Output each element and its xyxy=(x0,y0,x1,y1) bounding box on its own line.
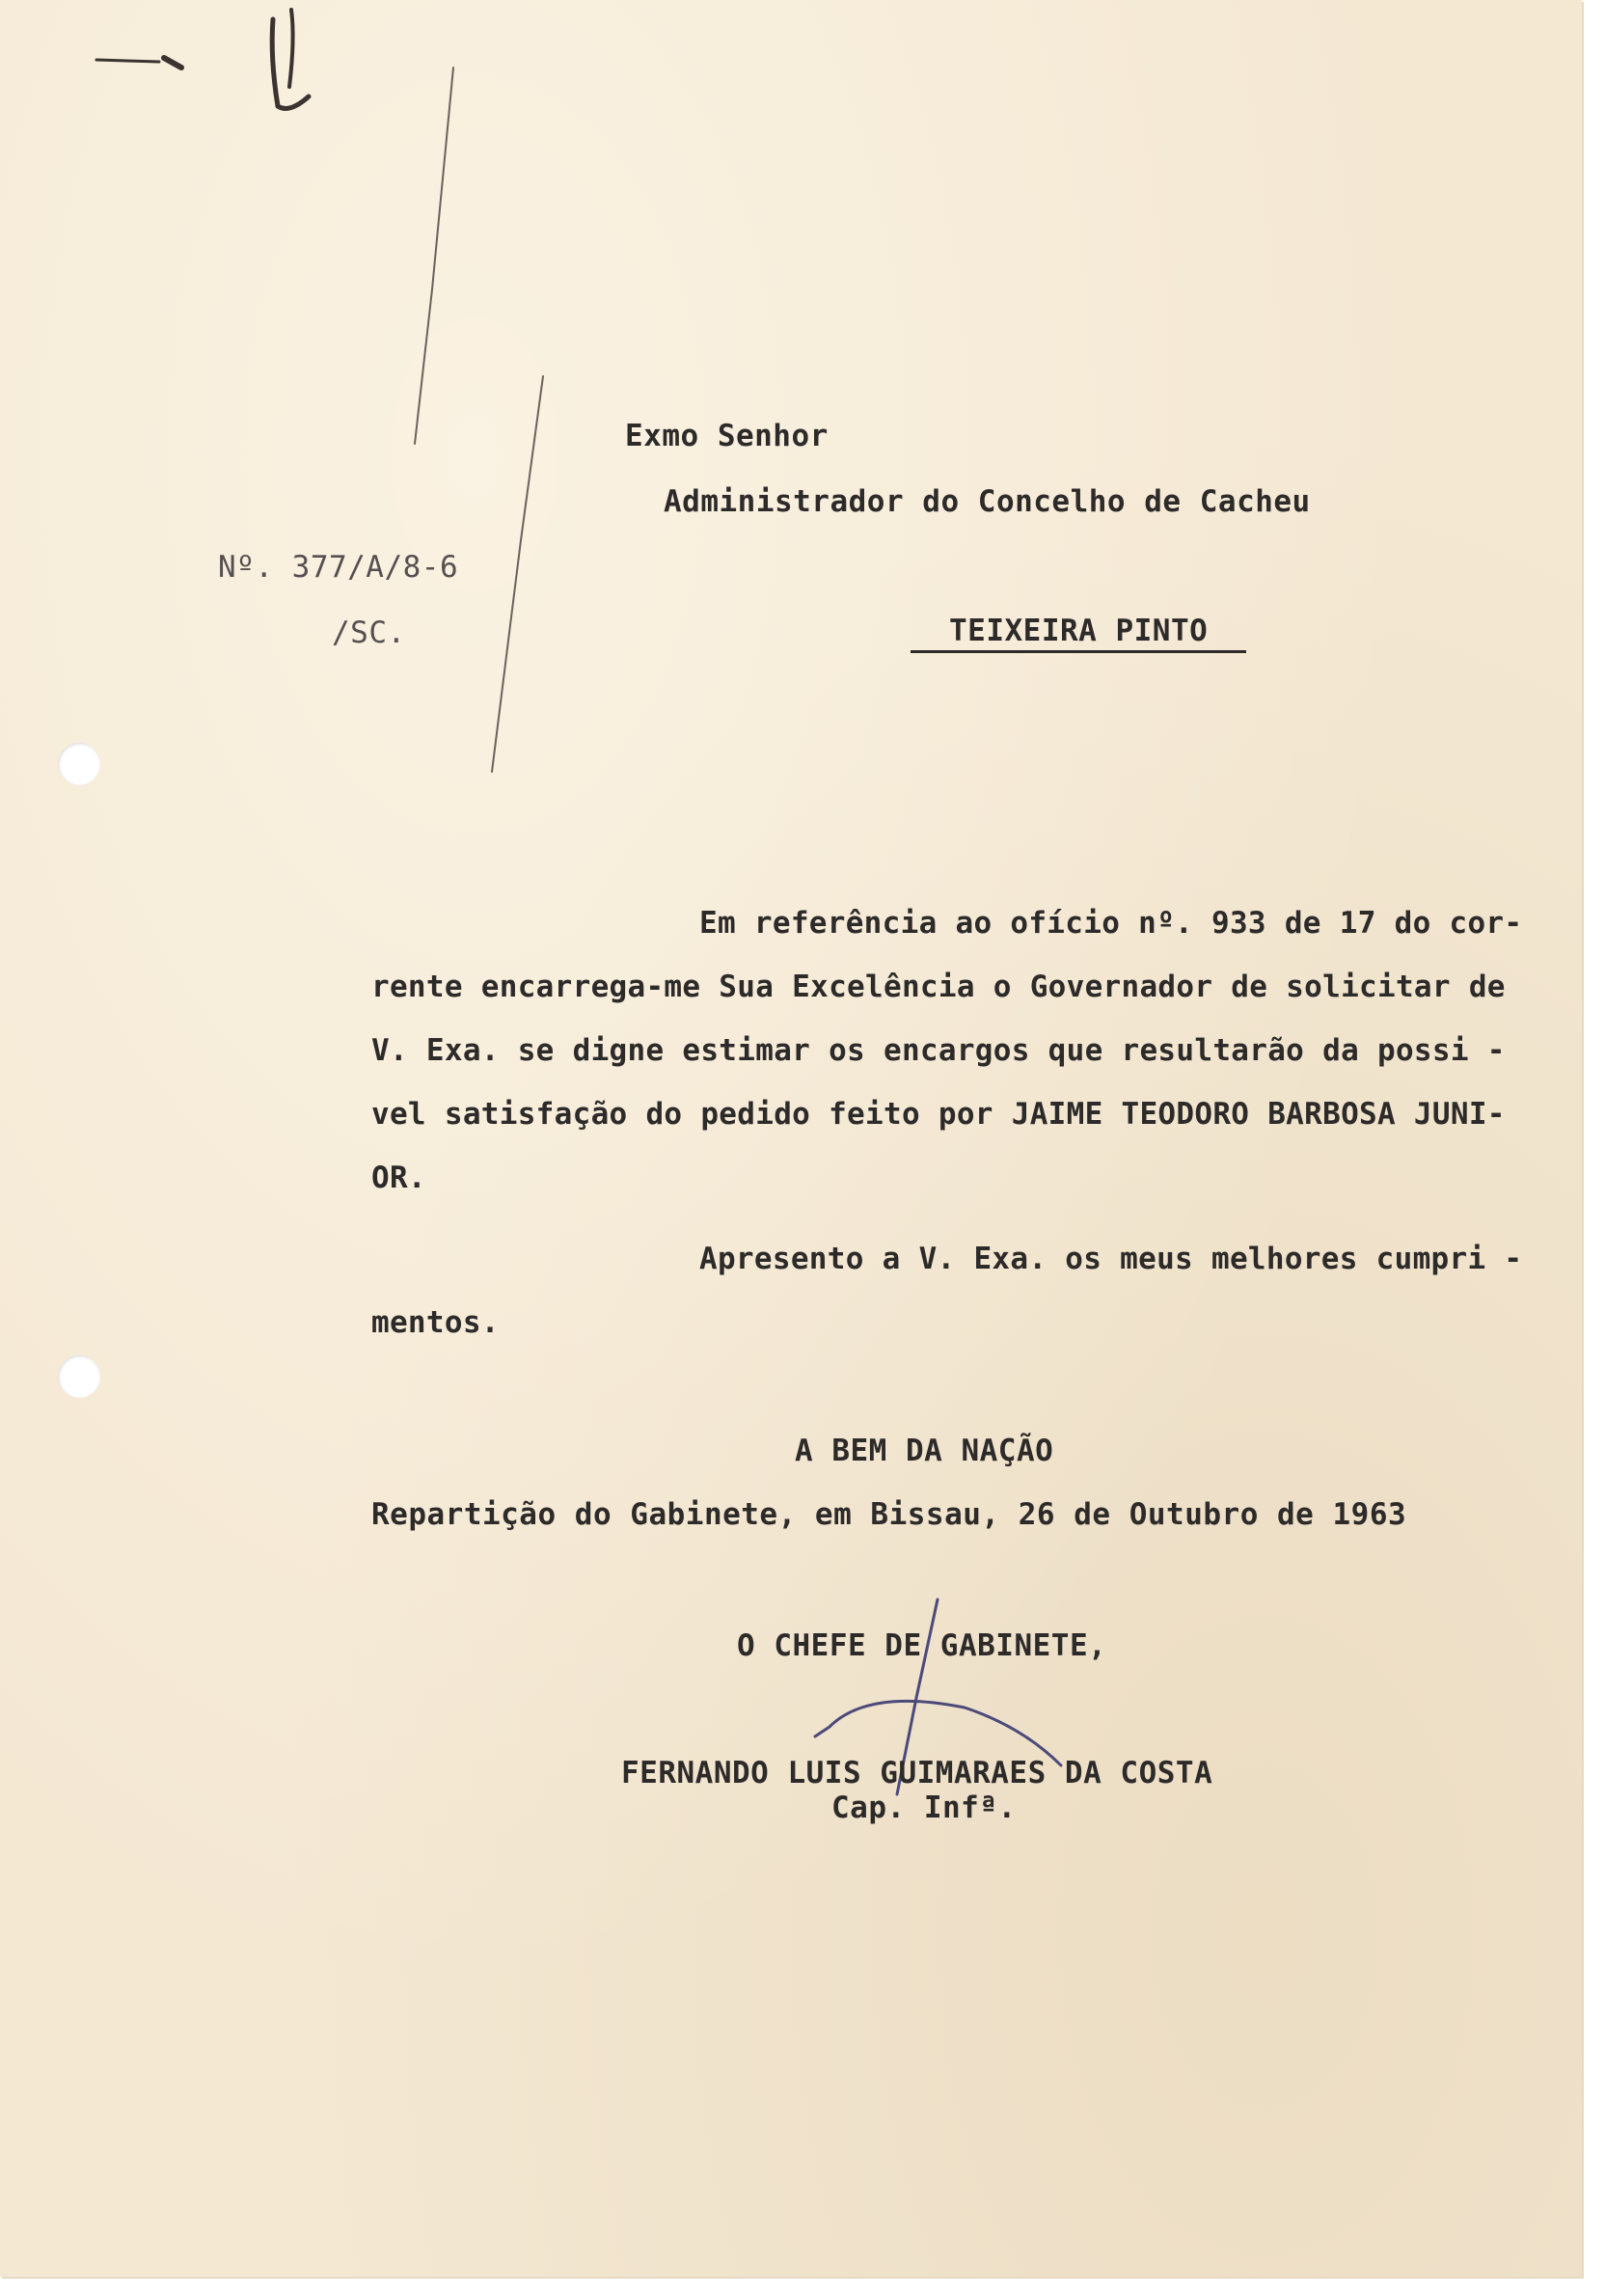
closing-paragraph xyxy=(371,1227,1567,1354)
recipient-title: Administrador do Concelho de Cacheu xyxy=(664,484,1311,519)
signatory-title: O CHEFE DE GABINETE, xyxy=(737,1628,1107,1663)
body-line: rente encarrega-me Sua Excelência o Governador de solicitar de xyxy=(371,970,1506,1004)
corner-ink-mark xyxy=(96,10,309,108)
closing-line: mentos. xyxy=(371,1305,500,1340)
closing-line: Apresento a V. Exa. os meus melhores cumpri - xyxy=(699,1242,1523,1276)
signatory-rank: Cap. Infª. xyxy=(831,1790,1017,1825)
signatory-name: FERNANDO LUIS GUIMARAES DA COSTA xyxy=(621,1756,1213,1790)
salutation: Exmo Senhor xyxy=(625,419,829,453)
body-paragraph xyxy=(371,891,1567,1210)
body-line: vel satisfação do pedido feito por JAIME TEODORO BARBOSA JUNI- xyxy=(371,1097,1506,1132)
body-line: Em referência ao ofício nº. 933 de 17 do cor- xyxy=(699,906,1523,941)
body-line: V. Exa. se digne estimar os encargos que resultarão da possi - xyxy=(371,1033,1506,1068)
motto: A BEM DA NAÇÃO xyxy=(795,1434,1054,1468)
place-date: Repartição do Gabinete, em Bissau, 26 de Outubro de 1963 xyxy=(371,1497,1407,1532)
reference-number: Nº. 377/A/8-6 xyxy=(218,550,459,585)
recipient-place: TEIXEIRA PINTO xyxy=(911,614,1246,653)
margin-pencil-line xyxy=(415,68,543,772)
reference-suffix: /SC. xyxy=(332,615,406,650)
body-line: OR. xyxy=(371,1161,426,1195)
